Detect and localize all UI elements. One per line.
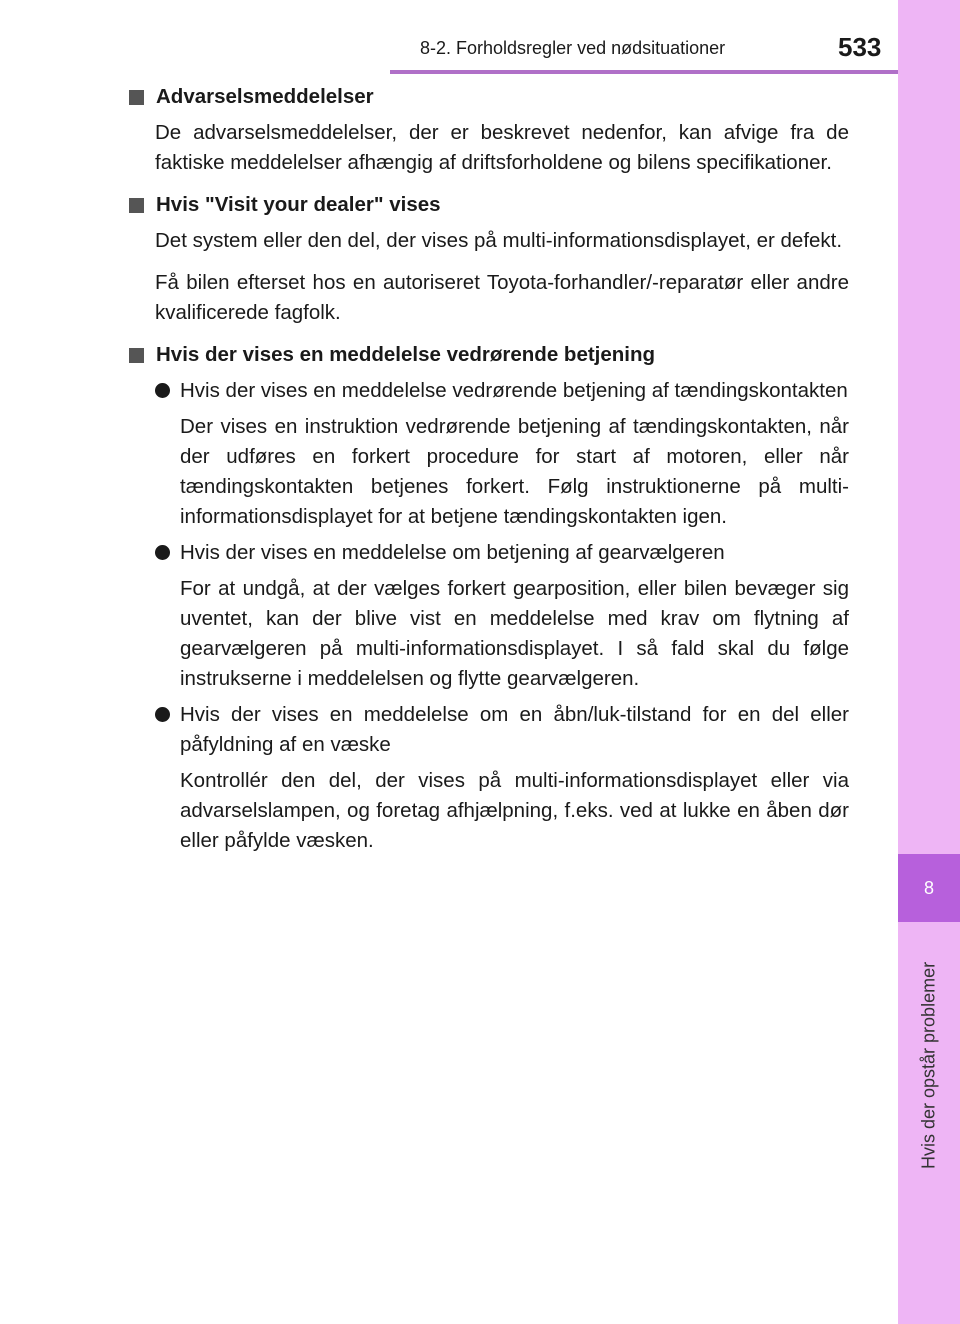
section-heading [129, 82, 849, 112]
bullet-title: Hvis der vises en meddelelse om en åbn/luk-tilstand for en del eller påfyldning af en væske [180, 703, 849, 756]
chapter-number-tab: 8 [898, 854, 960, 922]
bullet-paragraph: For at undgå, at der vælges forkert gearposition, eller bilen bevæger sig uventet, kan der blive vist en meddelelse med krav om flytning af gearvælgeren på multi-informationsdisplayet. I så fald skal du følge instrukserne i meddelelsen og flytte gearvælgeren. [180, 577, 849, 690]
round-bullet-icon [155, 545, 170, 560]
bullet-item [155, 700, 849, 760]
round-bullet-icon [155, 707, 170, 722]
bullet-item [155, 376, 849, 406]
bullet-paragraph: Der vises en instruktion vedrørende betjening af tændingskontakten, når der udføres en forkert procedure for start af motoren, eller når tændingskontakten betjenes forkert. Følg instruktionerne på multi-informationsdisplayet for at betjene tændingskontakten igen. [180, 415, 849, 528]
page-number: 533 [838, 32, 882, 62]
page-content [129, 82, 849, 856]
paragraph: De advarselsmeddelelser, der er beskrevet nedenfor, kan afvige fra de faktiske meddelelser afhængig af driftsforholdene og bilens specifikationer. [155, 121, 849, 174]
section-heading [129, 190, 849, 220]
header-divider [390, 70, 898, 74]
round-bullet-icon [155, 383, 170, 398]
section-heading-text: Hvis der vises en meddelelse vedrørende betjening [156, 343, 656, 366]
square-bullet-icon [129, 348, 144, 363]
bullet-title: Hvis der vises en meddelelse om betjening af gearvælgeren [180, 541, 725, 564]
bullet-paragraph: Kontrollér den del, der vises på multi-informationsdisplayet eller via advarselslampen, og foretag afhjælpning, f.eks. ved at lukke en åben dør eller påfylde væsken. [180, 769, 849, 852]
section-heading-text: Advarselsmeddelelser [156, 85, 374, 108]
square-bullet-icon [129, 198, 144, 213]
bullet-title: Hvis der vises en meddelelse vedrørende betjening af tændingskontakten [180, 379, 848, 402]
running-header-section: 8-2. Forholdsregler ved nødsituationer [420, 38, 726, 58]
section-heading-text: Hvis "Visit your dealer" vises [156, 193, 441, 216]
paragraph: Det system eller den del, der vises på multi-informationsdisplayet, er defekt. [155, 229, 843, 252]
paragraph: Få bilen efterset hos en autoriseret Toyota-forhandler/-reparatør eller andre kvalificerede fagfolk. [155, 271, 849, 324]
chapter-title-vertical: Hvis der opstår problemer [918, 961, 939, 1169]
bullet-item [155, 538, 849, 568]
section-heading [129, 340, 849, 370]
square-bullet-icon [129, 90, 144, 105]
